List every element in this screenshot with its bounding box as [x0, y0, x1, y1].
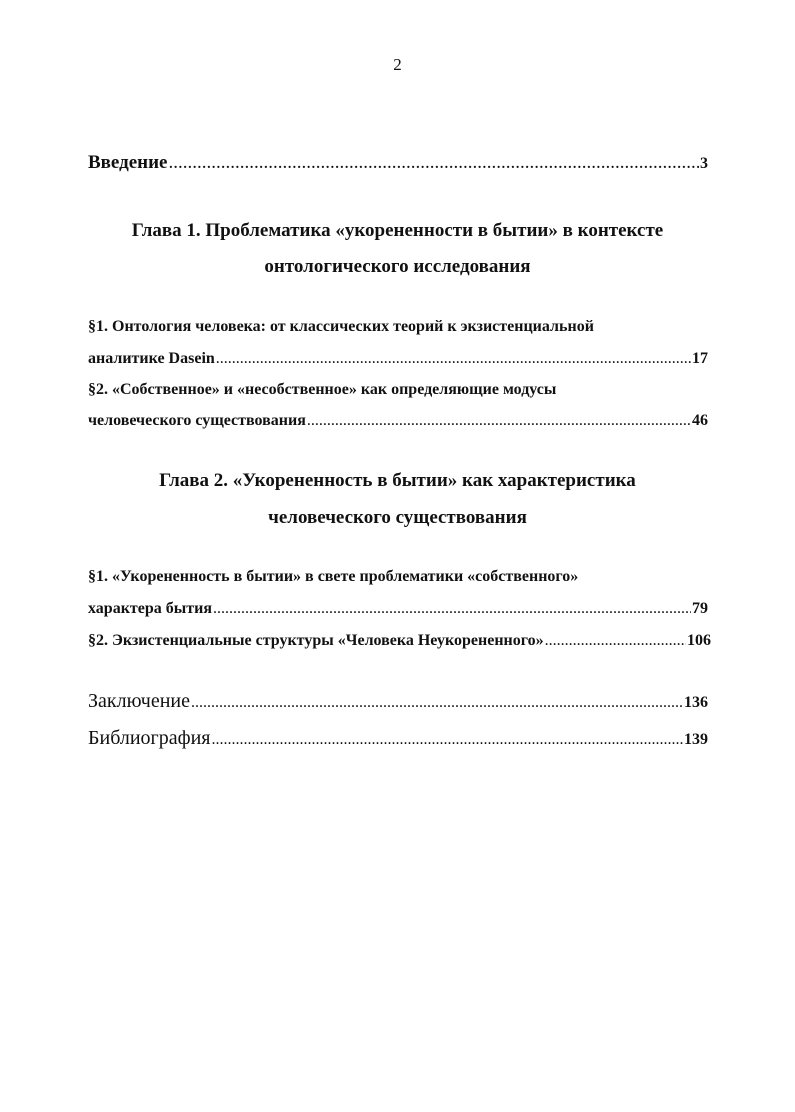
dot-leader — [169, 152, 700, 174]
dot-leader — [216, 350, 691, 368]
toc-entry-ch2-section2 — [88, 632, 711, 650]
toc-entry-ch1-section1 — [88, 350, 708, 368]
ch1-section2-line1: §2. «Собственное» и «несобственное» как определяющие модусы — [88, 381, 557, 398]
toc-entry-page: 136 — [684, 694, 708, 711]
toc-entry-page: 46 — [692, 412, 708, 429]
toc-entry-page: 106 — [687, 632, 711, 649]
ch2-section1-line1: §1. «Укорененность в бытии» в свете проблематики «собственного» — [88, 568, 579, 585]
toc-entry-label: §2. Экзистенциальные структуры «Человека Неукорененного» — [88, 632, 544, 649]
toc-entry-page: 17 — [692, 350, 708, 367]
chapter1-title-line1: Глава 1. Проблематика «укорененности в бытии» в контексте — [131, 220, 664, 241]
toc-entry-ch1-section2 — [88, 412, 708, 430]
toc-entry-label: Введение — [88, 152, 168, 173]
toc-entry-page: 3 — [700, 155, 708, 172]
toc-entry-label: человеческого существования — [88, 412, 306, 429]
toc-entry-page: 79 — [692, 600, 708, 617]
ch1-section1-line1: §1. Онтология человека: от классических теорий к экзистенциальной — [88, 318, 594, 335]
chapter2-title-line2: человеческого существования — [268, 507, 527, 528]
dot-leader — [545, 632, 686, 650]
toc-entry-label: характера бытия — [88, 600, 212, 617]
dot-leader — [191, 694, 683, 712]
dot-leader — [213, 600, 691, 618]
toc-entry-ch2-section1 — [88, 600, 708, 618]
page-number: 2 — [393, 55, 402, 74]
toc-entry-label: Библиография — [88, 727, 211, 749]
toc-entry-bibliography — [88, 727, 708, 750]
toc-entry-label: Заключение — [88, 690, 190, 712]
toc-entry-intro — [88, 152, 708, 174]
chapter2-title-line1: Глава 2. «Укорененность в бытии» как характеристика — [159, 470, 636, 491]
toc-entry-page: 139 — [684, 731, 708, 748]
dot-leader — [212, 731, 684, 749]
dot-leader — [307, 412, 691, 430]
toc-entry-label: аналитике Dasein — [88, 350, 215, 367]
chapter1-title-line2: онтологического исследования — [264, 256, 531, 277]
toc-entry-conclusion — [88, 690, 708, 713]
